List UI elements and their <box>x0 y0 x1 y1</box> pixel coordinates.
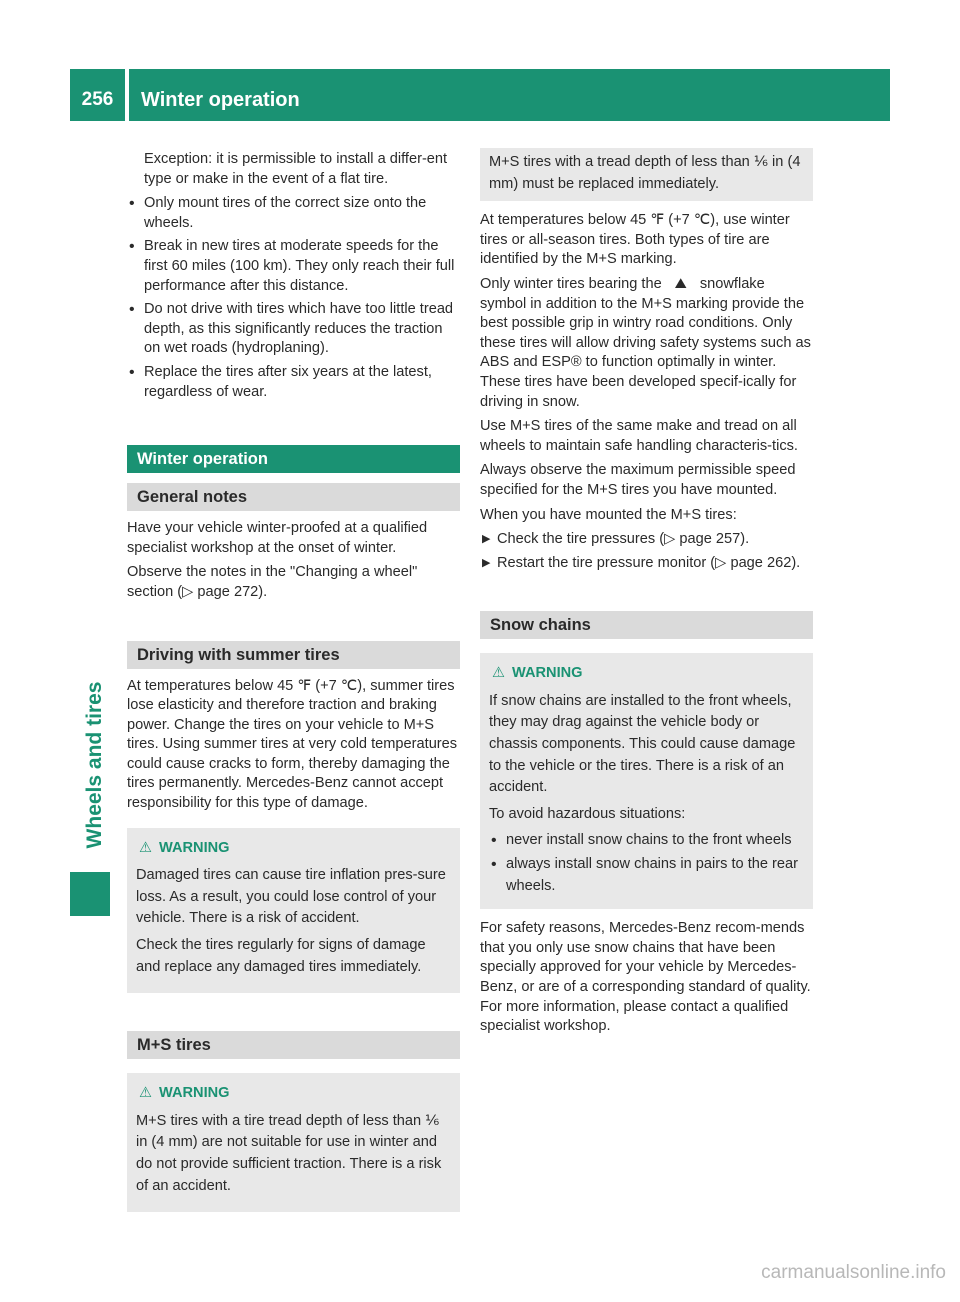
warning-header <box>489 663 805 685</box>
page-title: Winter operation <box>141 89 300 111</box>
right-column <box>480 150 813 1042</box>
sidebar-marker <box>70 872 110 916</box>
paragraph: Have your vehicle winter-proofed at a qualified specialist workshop at the onset of winter. <box>127 520 428 556</box>
warning-label: WARNING <box>159 1085 230 1102</box>
warning-text: Damaged tires can cause tire inflation pres-sure loss. As a result, you could lose control of your vehicle. There is a risk of accident. <box>136 867 446 927</box>
paragraph-snowflake <box>480 275 813 412</box>
page-number: 256 <box>81 89 114 110</box>
list-item: • Break in new tires at moderate speeds for the first 60 miles (100 km). They only reach their full performance after this distance. <box>127 237 460 296</box>
snowflake-mountain-icon: ⛰ <box>674 275 687 292</box>
warning-box <box>127 1073 460 1212</box>
section-title-winter-operation: Winter operation <box>127 445 460 473</box>
header-divider <box>125 69 129 121</box>
left-column <box>127 150 460 1222</box>
intro-paragraph: Exception: it is permissible to install a differ-ent type or make in the event of a flat tire. <box>144 151 448 187</box>
list-item: • Do not drive with tires which have too little tread depth, as this significantly reduces the traction on wet roads (hydroplaning). <box>127 300 460 359</box>
warning-text: Check the tires regularly for signs of damage and replace any damaged tires immediately. <box>136 937 426 975</box>
warning-label: WARNING <box>159 839 230 856</box>
arrow-icon: ▶ <box>482 556 491 569</box>
warning-triangle-icon: ⚠ <box>492 665 506 682</box>
action-step <box>480 554 813 574</box>
watermark: carmanualsonline.info <box>761 1262 946 1283</box>
paragraph-changing-wheel-ref: Observe the notes in the "Changing a wheel" section (▷ page 272). <box>127 564 418 600</box>
arrow-icon: ▶ <box>482 533 491 546</box>
sidebar-label-text: Wheels and tires <box>83 681 106 849</box>
step-text: Check the tire pressures (▷ page 257). <box>497 531 750 548</box>
paragraph: For safety reasons, Mercedes-Benz recom-mends that you only use snow chains that have been specially approved for your vehicle by Mercedes-Benz, or are of a corresponding standard of quality. For more information, please contact a qualified specialist workshop. <box>480 920 811 1035</box>
sidebar-chapter-label <box>70 660 120 870</box>
action-step <box>480 530 813 550</box>
note-box: M+S tires with a tread depth of less than ⅙ in (4 mm) must be replaced immediately. <box>480 148 813 201</box>
warning-box <box>127 828 460 994</box>
warning-box <box>480 653 813 909</box>
warning-label: WARNING <box>512 665 583 682</box>
warning-triangle-icon: ⚠ <box>139 1085 153 1102</box>
subsection-title-general-notes: General notes <box>127 483 460 511</box>
paragraph: When you have mounted the M+S tires: <box>480 506 737 523</box>
list-item: • Replace the tires after six years at the latest, regardless of wear. <box>127 363 460 402</box>
text: snowflake symbol in addition to the M+S marking provide the best possible grip in wintry road conditions. Only these tires will allow driving safety systems such as ABS and ESP® to function optimally in winter. These tires have been developed specif-ically for driving in snow. <box>480 275 811 410</box>
paragraph: Always observe the maximum permissible speed specified for the M+S tires you have mounted. <box>480 462 796 498</box>
list-item: • always install snow chains in pairs to the rear wheels. <box>489 854 805 897</box>
warning-triangle-icon: ⚠ <box>139 839 153 856</box>
subsection-title-summer-tires: Driving with summer tires <box>127 641 460 669</box>
warning-text: If snow chains are installed to the front wheels, they may drag against the vehicle body or chassis components. This could cause damage to the vehicle or the tires. There is a risk of an accident. <box>489 692 796 796</box>
step-text: Restart the tire pressure monitor (▷ page 262). <box>497 554 801 571</box>
text: Only winter tires bearing the <box>480 275 662 292</box>
paragraph: At temperatures below 45 ℉ (+7 ℃), use winter tires or all-season tires. Both types of tire are identified by the M+S marking. <box>480 212 790 268</box>
warning-header <box>136 1083 452 1105</box>
list-item: • never install snow chains to the front wheels <box>489 830 805 852</box>
list-item: • Only mount tires of the correct size onto the wheels. <box>127 194 460 233</box>
paragraph: At temperatures below 45 ℉ (+7 ℃), summer tires lose elasticity and therefore traction and braking power. Change the tires on your vehicle to M+S tires. Using summer tires at very cold temperatures could cause cracks to form, thereby damaging the tires permanently. Mercedes-Benz cannot accept responsibility for this type of damage. <box>127 677 458 812</box>
warning-text: To avoid hazardous situations: <box>489 805 686 822</box>
subsection-title-ms-tires: M+S tires <box>127 1031 460 1059</box>
warning-header <box>136 838 452 860</box>
warning-text: M+S tires with a tire tread depth of less than ⅙ in (4 mm) are not suitable for use in winter and do not provide sufficient traction. There is a risk of an accident. <box>136 1112 442 1194</box>
paragraph: Use M+S tires of the same make and tread on all wheels to maintain safe handling characteris-tics. <box>480 418 798 454</box>
subsection-title-snow-chains: Snow chains <box>480 611 813 639</box>
